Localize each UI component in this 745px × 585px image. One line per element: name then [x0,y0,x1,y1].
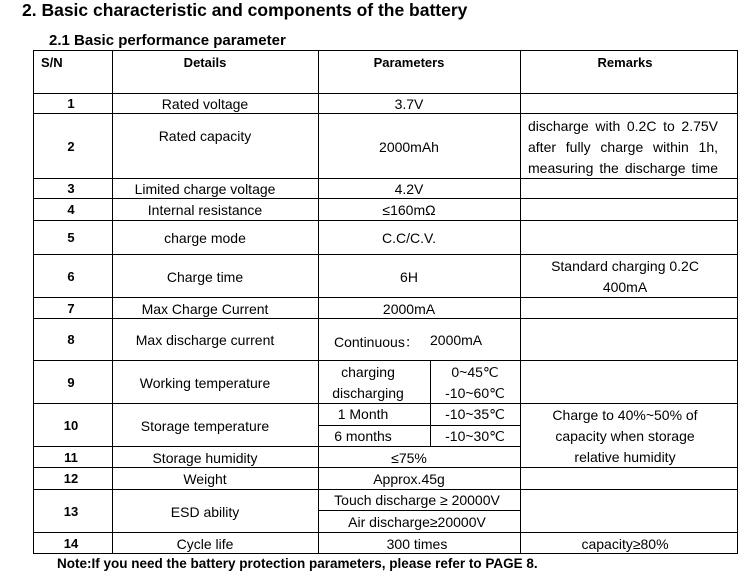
sub-value: -10~60℃ [445,385,505,401]
param-cell: Touch discharge ≥ 20000V [334,492,500,508]
param-cell: Air discharge≥20000V [348,514,486,530]
remark-cell: capacity≥80% [581,536,669,552]
sub-label: 6 months [334,428,392,444]
sn-cell: 2 [67,139,75,154]
param-cell: ≤75% [391,450,427,466]
table-line [33,553,738,554]
param-cell: 300 times [386,536,448,552]
table-line [33,360,738,361]
sn-cell: 6 [67,269,75,284]
remark-line: 400mA [602,279,648,295]
param-cell: 4.2V [394,181,424,197]
remark-line: after fully charge within 1h, [528,139,718,155]
details-cell: Weight [183,471,227,487]
remark-line: relative humidity [574,449,676,465]
table-line [33,50,34,553]
remark-line: discharge with 0.2C to 2.75V [528,118,718,134]
param-cell: 2000mA [382,301,436,317]
details-cell: Max Charge Current [141,301,269,317]
param-label: Continuous： [334,334,419,350]
sn-cell: 14 [63,536,79,551]
subsection-title: 2.1 Basic performance parameter [49,32,286,49]
header-remarks: Remarks [597,55,653,70]
details-cell: ESD ability [170,504,240,520]
param-cell: 2000mAh [379,139,439,155]
table-line [33,198,738,199]
table-line [33,318,738,319]
header-details: Details [183,55,227,70]
table-line [318,50,319,553]
details-cell: Limited charge voltage [134,181,276,197]
details-cell: Internal resistance [147,202,263,218]
sn-cell: 8 [67,332,75,347]
sub-value: 0~45℃ [451,364,499,380]
table-line [33,489,738,490]
sn-cell: 4 [67,202,75,217]
sub-value: -10~35℃ [445,406,505,422]
section-title: 2. Basic characteristic and components of the battery [22,0,468,20]
table-line [318,425,520,426]
remark-line: measuring the discharge time [528,160,718,176]
sn-cell: 11 [64,450,78,465]
details-cell: Storage temperature [140,418,270,434]
table-line [33,50,738,51]
sn-cell: 13 [63,504,79,519]
table-line [33,178,738,179]
sn-cell: 1 [67,96,75,111]
table-line [112,50,113,553]
sub-label: 1 Month [337,406,389,422]
header-parameters: Parameters [373,55,445,70]
details-cell: Rated voltage [161,96,249,112]
param-cell: ≤160mΩ [382,202,436,218]
header-sn: S/N [41,55,63,70]
sn-cell: 10 [63,418,79,433]
remark-line: capacity when storage [555,428,695,444]
footnote: Note:If you need the battery protection parameters, please refer to PAGE 8. [57,556,538,571]
details-cell: charge mode [164,230,246,246]
details-cell: Cycle life [176,536,234,552]
table-line [737,50,738,553]
table-line [33,297,738,298]
param-cell: C.C/C.V. [382,230,436,246]
sub-label: discharging [332,385,404,401]
table-line [33,254,738,255]
table-line [33,113,738,114]
sn-cell: 3 [67,181,75,196]
details-cell: Charge time [166,269,244,285]
sub-value: -10~30℃ [445,428,505,444]
table-line [430,360,431,446]
sn-cell: 12 [63,471,79,486]
table-line [33,403,738,404]
sn-cell: 5 [67,230,75,245]
remark-line: Charge to 40%~50% of [552,407,698,423]
details-cell: Max discharge current [135,332,275,348]
sn-cell: 7 [67,301,75,316]
remark-line: Standard charging 0.2C [551,258,699,274]
details-cell: Working temperature [139,375,271,391]
table-line [33,532,738,533]
sn-cell: 9 [67,375,75,390]
param-cell: Approx.45g [373,471,445,487]
table-line [33,220,738,221]
table-line [33,446,520,447]
table-line [318,510,520,511]
param-value: 2000mA [430,332,483,348]
sub-label: charging [341,364,395,380]
table-line [33,467,738,468]
details-cell: Storage humidity [152,450,258,466]
param-cell: 3.7V [394,96,424,112]
param-cell: 6H [400,269,418,285]
details-cell: Rated capacity [158,128,252,144]
table-line [33,93,738,94]
table-line [520,50,521,553]
